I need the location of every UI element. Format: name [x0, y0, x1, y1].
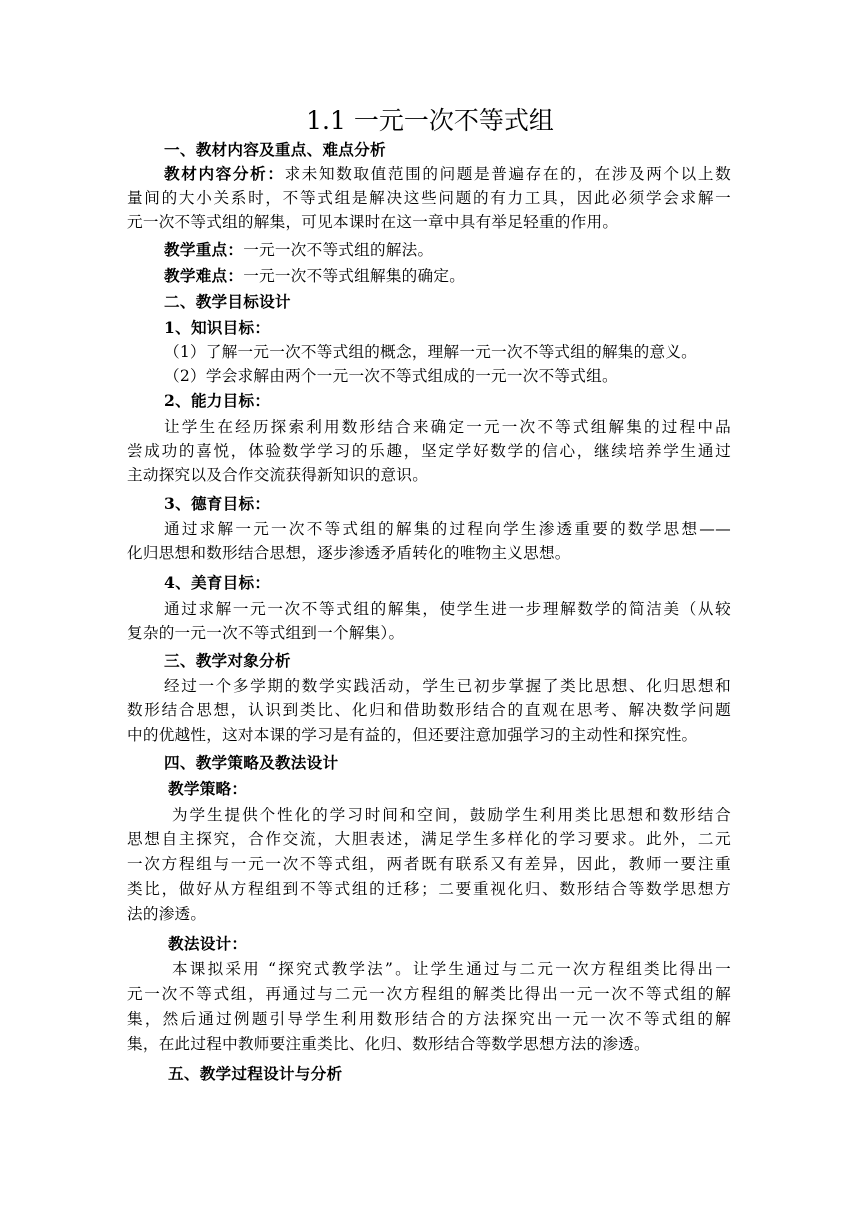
analysis-line-3: 元一次不等式组的解集，可见本课时在这一章中具有举足轻重的作用。 [127, 213, 619, 231]
difficulty-line [164, 264, 768, 288]
difficulty-label: 教学难点： [164, 266, 244, 285]
strategy-line-5: 法的渗透。 [127, 905, 207, 923]
method-label: 教法设计： [168, 934, 248, 953]
key-point-label: 教学重点： [164, 240, 244, 259]
audience-line-2: 数形结合思想，认识到类比、化归和借助数形结合的直观在思考、解决数学问题 [127, 701, 731, 719]
section-4-heading: 四、教学策略及教法设计 [164, 753, 339, 772]
knowledge-goal-label: 1、知识目标： [164, 318, 271, 337]
strategy-line-4: 类比，做好从方程组到不等式组的迁移；二要重视化归、数形结合等数学思想方 [127, 880, 731, 898]
ability-line-1: 让学生在经历探索利用数形结合来确定一元一次不等式组解集的过程中品 [164, 418, 731, 436]
ability-line-2: 尝成功的喜悦，体验数学学习的乐趣，坚定学好数学的信心，继续培养学生通过 [127, 442, 731, 460]
analysis-label: 教材内容分析： [164, 164, 285, 183]
aesthetic-goal-label: 4、美育目标： [164, 573, 271, 592]
page-title: 1.1 一元一次不等式组 [306, 106, 554, 135]
section-1-heading: 一、教材内容及重点、难点分析 [164, 140, 386, 159]
aesthetic-line-2: 复杂的一元一次不等式组到一个解集）。 [127, 624, 405, 642]
knowledge-goal-1: （1）了解一元一次不等式组的概念，理解一元一次不等式组的解集的意义。 [164, 343, 698, 361]
audience-line-3: 中的优越性，这对本课的学习是有益的，但还要注意加强学习的主动性和探究性。 [127, 726, 698, 744]
moral-goal-label: 3、德育目标： [164, 494, 271, 513]
ability-line-3: 主动探究以及合作交流获得新知识的意识。 [127, 466, 429, 484]
knowledge-goal-2: （2）学会求解由两个一元一次不等式组成的一元一次不等式组。 [164, 367, 618, 385]
strategy-line-3: 一次方程组与一元一次不等式组，两者既有联系又有差异，因此，教师一要注重 [127, 855, 731, 873]
method-line-2: 元一次不等式组，再通过与二元一次方程组的解类比得出一元一次不等式组的解 [127, 985, 731, 1003]
moral-line-2: 化归思想和数形结合思想，逐步渗透矛盾转化的唯物主义思想。 [127, 544, 571, 562]
method-line-3: 集，然后通过例题引导学生利用数形结合的方法探究出一元一次不等式组的解 [127, 1010, 731, 1028]
analysis-text-1: 求未知数取值范围的问题是普遍存在的，在涉及两个以上数 [284, 165, 731, 183]
moral-line-1: 通过求解一元一次不等式组的解集的过程向学生渗透重要的数学思想—— [164, 520, 731, 538]
method-line-4: 集，在此过程中教师要注重类比、化归、数形结合等数学思想方法的渗透。 [127, 1035, 650, 1053]
difficulty-text: 一元一次不等式组解集的确定。 [243, 267, 466, 285]
strategy-line-2: 思想自主探究，合作交流，大胆表述，满足学生多样化的学习要求。此外，二元 [127, 830, 731, 848]
key-point-line [164, 238, 768, 262]
aesthetic-line-1: 通过求解一元一次不等式组的解集，使学生进一步理解数学的简洁美（从较 [164, 600, 731, 618]
section-3-heading: 三、教学对象分析 [164, 651, 291, 670]
section-5-heading: 五、教学过程设计与分析 [168, 1064, 343, 1083]
analysis-line-1 [164, 162, 731, 186]
ability-goal-label: 2、能力目标： [164, 391, 271, 410]
analysis-line-2: 量间的大小关系时，不等式组是解决这些问题的有力工具，因此必须学会求解一 [127, 189, 731, 207]
strategy-line-1: 为学生提供个性化的学习时间和空间，鼓励学生利用类比思想和数形结合 [172, 806, 731, 824]
strategy-label: 教学策略： [168, 779, 248, 798]
key-point-text: 一元一次不等式组的解法。 [243, 241, 434, 259]
audience-line-1: 经过一个多学期的数学实践活动，学生已初步掌握了类比思想、化归思想和 [164, 677, 731, 695]
method-line-1: 本课拟采用 “探究式教学法”。让学生通过与二元一次方程组类比得出一 [172, 960, 731, 978]
section-2-heading: 二、教学目标设计 [164, 292, 291, 311]
